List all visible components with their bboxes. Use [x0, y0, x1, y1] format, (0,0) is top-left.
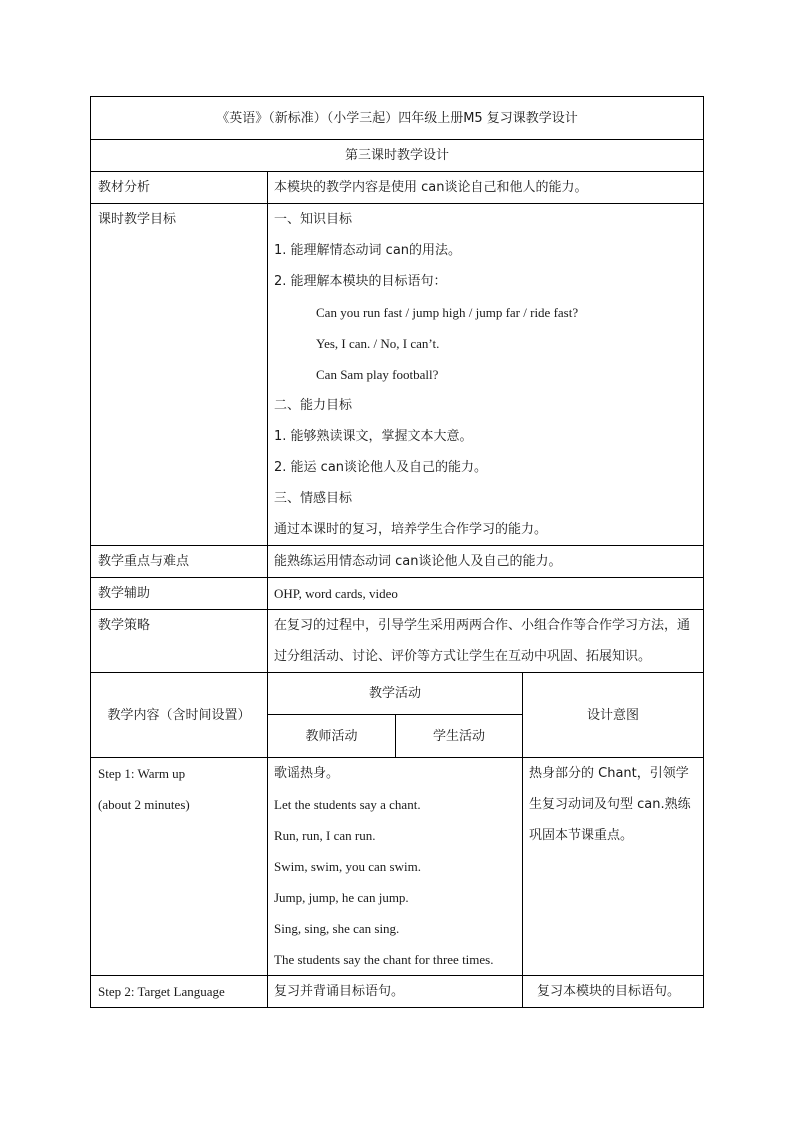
key-points-label: 教学重点与难点	[91, 546, 268, 578]
step-2-intent: 复习本模块的目标语句。	[523, 976, 704, 1008]
objective-heading: 二、能力目标	[274, 398, 353, 413]
aids-row	[91, 578, 704, 610]
chant-line: Run, run, I can run.	[274, 828, 376, 843]
target-sentence: Can you run fast / jump high / jump far / ride fast?	[316, 305, 579, 320]
strategy-row	[91, 610, 704, 673]
step-1-name: Step 1: Warm up	[98, 766, 186, 781]
step-1-time: (about 2 minutes)	[98, 797, 190, 812]
aids-content: OHP, word cards, video	[268, 578, 704, 610]
subtitle-row	[91, 140, 704, 172]
materials-label: 教材分析	[91, 172, 268, 204]
strategy-content	[268, 610, 704, 673]
activities-header: 教学活动	[268, 673, 523, 715]
target-sentence: Yes, I can. / No, I can’t.	[316, 336, 440, 351]
objectives-row	[91, 204, 704, 546]
objective-heading: 一、知识目标	[274, 212, 353, 227]
objectives-content	[268, 204, 704, 546]
key-points-row	[91, 546, 704, 578]
strategy-text: 在复习的过程中，引导学生采用两两合作、小组合作等合作学习方法，通过分组活动、讨论、评价等方式让学生在互动中巩固、拓展知识。	[274, 618, 691, 664]
step-1-intent	[523, 758, 704, 976]
step-1-activities	[268, 758, 523, 976]
target-sentence: Can Sam play football?	[316, 367, 439, 382]
step-1-content	[91, 758, 268, 976]
step-2-name: Step 2: Target Language	[91, 976, 268, 1008]
activity-line: Let the students say a chant.	[274, 797, 421, 812]
objective-item: 1. 能理解情态动词 can的用法。	[274, 243, 462, 258]
objectives-label: 课时教学目标	[91, 204, 268, 546]
activity-line: 歌谣热身。	[274, 766, 340, 781]
content-header: 教学内容（含时间设置）	[91, 673, 268, 758]
activity-header-row	[91, 673, 704, 715]
step-1-row	[91, 758, 704, 976]
document-subtitle: 第三课时教学设计	[91, 140, 704, 172]
objective-item: 2. 能运 can谈论他人及自己的能力。	[274, 460, 488, 475]
step-2-row	[91, 976, 704, 1008]
strategy-label: 教学策略	[91, 610, 268, 673]
student-header: 学生活动	[396, 715, 523, 758]
aids-label: 教学辅助	[91, 578, 268, 610]
title-row	[91, 97, 704, 140]
lesson-plan-table	[90, 96, 704, 1008]
key-points-content: 能熟练运用情态动词 can谈论他人及自己的能力。	[268, 546, 704, 578]
chant-line: Jump, jump, he can jump.	[274, 890, 409, 905]
teacher-header: 教师活动	[268, 715, 396, 758]
objective-heading: 三、情感目标	[274, 491, 353, 506]
step-2-activity: 复习并背诵目标语句。	[268, 976, 523, 1008]
step-1-intent-text: 热身部分的 Chant，引领学生复习动词及句型 can.熟练巩固本节课重点。	[529, 766, 691, 843]
objective-item: 通过本课时的复习，培养学生合作学习的能力。	[274, 522, 548, 537]
chant-line: Swim, swim, you can swim.	[274, 859, 421, 874]
document-title: 《英语》（新标准）（小学三起）四年级上册M5 复习课教学设计	[91, 97, 704, 140]
objective-item: 1. 能够熟读课文，掌握文本大意。	[274, 429, 473, 444]
objective-item: 2. 能理解本模块的目标语句：	[274, 274, 447, 289]
materials-row	[91, 172, 704, 204]
intent-header: 设计意图	[523, 673, 704, 758]
activity-line: The students say the chant for three times.	[274, 952, 494, 967]
materials-content: 本模块的教学内容是使用 can谈论自己和他人的能力。	[268, 172, 704, 204]
chant-line: Sing, sing, she can sing.	[274, 921, 400, 936]
